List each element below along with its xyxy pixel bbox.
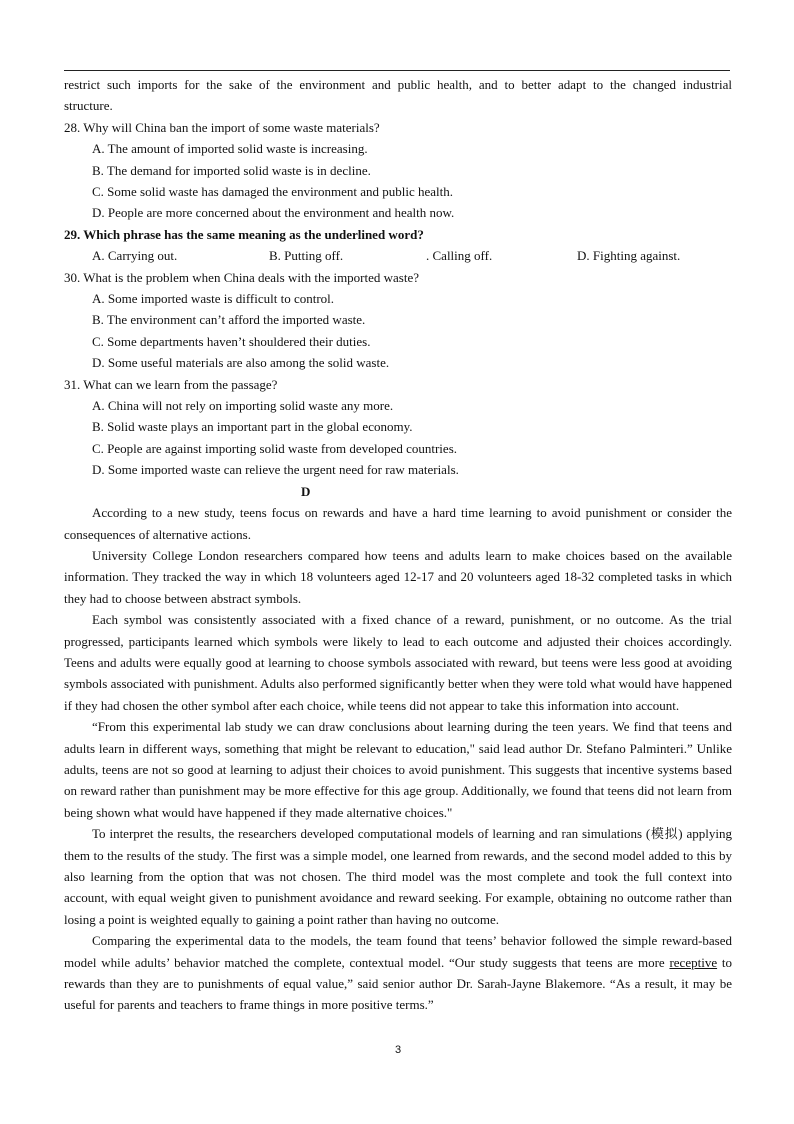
paragraph-6 (64, 930, 732, 1016)
question-stem: 31. What can we learn from the passage? (64, 376, 278, 392)
paragraph-6-end: to rewards than they are to punishments of equal value,” said senior author Dr. Sarah-Jayne Blakemore. “As a result, it may be useful for parents and teachers to frame things in more positive terms.” (64, 954, 732, 1013)
option-b: B. Putting off. (269, 248, 344, 264)
question-31 (64, 374, 732, 481)
paragraph-5: To interpret the results, the researchers developed computational models of learning and ran simulations (模拟) applying them to the results of the study. The first was a simple model, one learned from rewards, and the second model added to this by also learning from the option that was not chosen. The third model was the most complete and took the full context into account, with equal weight given to punishment avoidance and reward seeking. For example, obtaining no outcome rather than losing a point is weighted equally to gaining a point rather than having no outcome. (64, 826, 732, 927)
header-rule (64, 70, 730, 71)
option-a: A. Carrying out. (92, 248, 178, 264)
paragraph-4: “From this experimental lab study we can draw conclusions about learning during the teen years. We find that teens and adults learn in different ways, something that might be relevant to education," said lead author Dr. Stefano Palminteri.” Unlike adults, teens are not so good at learning to adjust their choices to avoid punishment. This suggests that incentive systems based on reward rather than punishment may be more effective for this age group. Additionally, we found that teens did not learn from being shown what would have happened if they made alternative choices." (64, 719, 732, 820)
question-30 (64, 267, 732, 374)
section-heading: D (301, 483, 311, 499)
paragraph-3: Each symbol was consistently associated with a fixed chance of a reward, punishment, or no outcome. As the trial progressed, participants learned which symbols were likely to lead to each outcome and adjusted their choices accordingly. Teens and adults were equally good at learning to choose symbols associated with reward, but teens were less good at avoiding symbols associated with punishment. Adults also performed significantly better when they were told what would have happened if they had chosen the other symbol after each choice, while teens did not appear to take this information into account. (64, 612, 732, 713)
question-29 (64, 224, 732, 267)
question-stem: 30. What is the problem when China deals with the imported waste? (64, 269, 420, 285)
option-b: B. The demand for imported solid waste is in decline. (92, 162, 371, 178)
option-a: A. The amount of imported solid waste is increasing. (92, 141, 368, 157)
paragraph-1: According to a new study, teens focus on rewards and have a hard time learning to avoid punishment or consider the consequences of alternative actions. (64, 505, 732, 542)
option-c: C. People are against importing solid waste from developed countries. (92, 440, 457, 456)
option-b: B. Solid waste plays an important part in the global economy. (92, 419, 413, 435)
question-stem: 28. Why will China ban the import of some waste materials? (64, 119, 380, 135)
option-c: . Calling off. (426, 248, 493, 264)
option-c: C. Some solid waste has damaged the environment and public health. (92, 184, 454, 200)
option-d: D. Some useful materials are also among the solid waste. (92, 355, 390, 371)
question-stem: 29. Which phrase has the same meaning as the underlined word? (64, 226, 424, 242)
options-row (64, 245, 732, 266)
question-28 (64, 117, 732, 224)
option-a: A. China will not rely on importing solid waste any more. (92, 398, 394, 414)
option-a: A. Some imported waste is difficult to control. (92, 291, 335, 307)
option-c: C. Some departments haven’t shouldered their duties. (92, 333, 371, 349)
page-body (64, 74, 732, 1016)
paragraph-2: University College London researchers compared how teens and adults learn to make choices based on the available information. They tracked the way in which 18 volunteers aged 12-17 and 20 volunteers aged 18-32 completed tasks in which they had to choose between abstract symbols. (64, 547, 732, 606)
page-number: 3 (394, 1044, 402, 1056)
continuation-line-2: structure. (64, 98, 113, 114)
option-b: B. The environment can’t afford the imported waste. (92, 312, 366, 328)
paragraph-6-start: Comparing the experimental data to the models, the team found that teens’ behavior followed the simple reward-based model while adults’ behavior matched the complete, contextual model. “Our study suggests that teens are more (64, 933, 732, 970)
option-d: D. Fighting against. (577, 248, 681, 264)
option-d: D. People are more concerned about the environment and health now. (92, 205, 455, 221)
continuation-line-1: restrict such imports for the sake of the environment and public health, and to better adapt to the changed industrial (64, 77, 732, 92)
option-d: D. Some imported waste can relieve the urgent need for raw materials. (92, 462, 459, 478)
underlined-word: receptive (669, 954, 718, 970)
